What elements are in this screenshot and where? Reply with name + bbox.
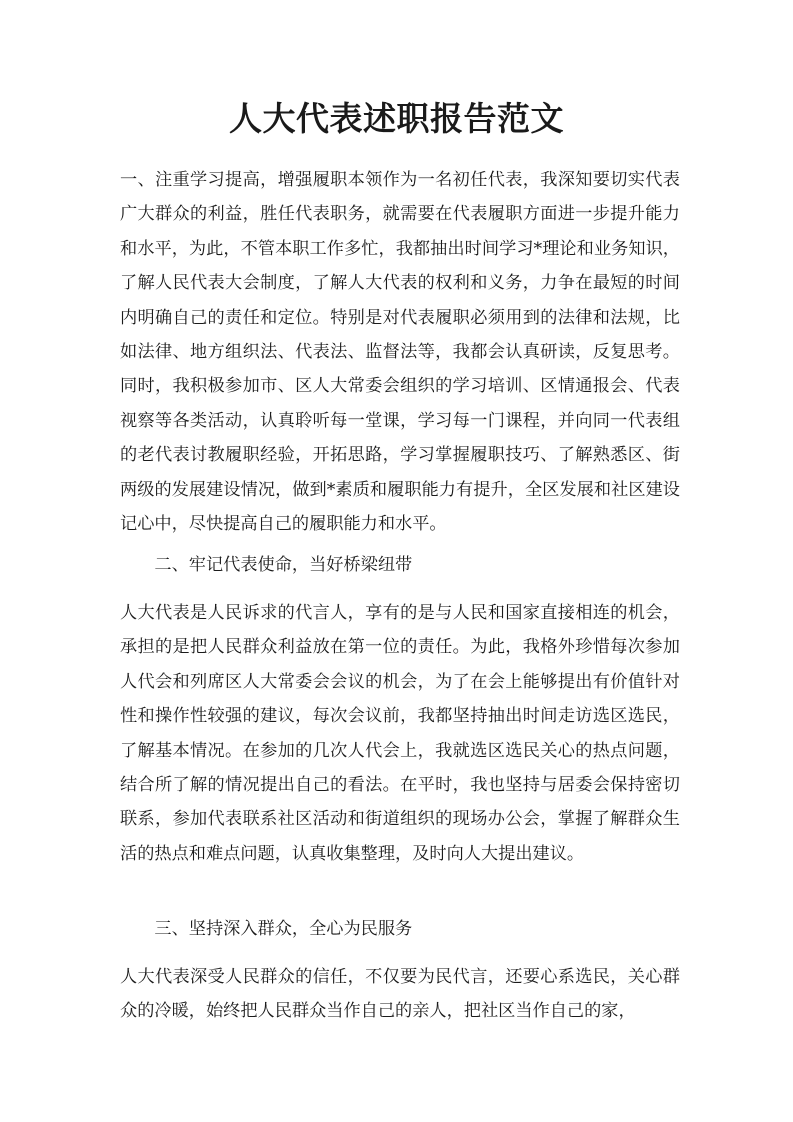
paragraph-service: 人大代表深受人民群众的信任，不仅要为民代言，还要心系选民，关心群众的冷暖，始终把人民群众当作自己的亲人，把社区当作自己的家， [120,967,680,1022]
section-heading-mission: 二、牢记代表使命，当好桥梁纽带 [154,555,413,575]
document-title: 人大代表述职报告范文 [229,99,564,138]
paragraph-mission: 人大代表是人民诉求的代言人，享有的是与人民和国家直接相连的机会，承担的是把人民群众利益放在第一位的责任。为此，我格外珍惜每次参加人代会和列席区人大常委会会议的机会，为了在会上能够提出有价值针对性和操作性较强的建议，每次会议前，我都坚持抽出时间走访选区选民，了解基本情况。在参加的几次人代会上，我就选区选民关心的热点问题，结合所了解的情况提出自己的看法。在平时，我也坚持与居委会保持密切联系，参加代表联系社区活动和街道组织的现场办公会，掌握了解群众生活的热点和难点问题，认真收集整理，及时向人大提出建议。 [120,603,680,864]
paragraph-study: 一、注重学习提高，增强履职本领作为一名初任代表，我深知要切实代表广大群众的利益，胜任代表职务，就需要在代表履职方面进一步提升能力和水平，为此，不管本职工作多忙，我都抽出时间学习*理论和业务知识，了解人民代表大会制度，了解人大代表的权利和义务，力争在最短的时间内明确自己的责任和定位。特别是对代表履职必须用到的法律和法规，比如法律、地方组织法、代表法、监督法等，我都会认真研读，反复思考。同时，我积极参加市、区人大常委会组织的学习培训、区情通报会、代表视察等各类活动，认真聆听每一堂课，学习每一门课程，并向同一代表组的老代表讨教履职经验，开拓思路，学习掌握履职技巧、了解熟悉区、街两级的发展建设情况，做到*素质和履职能力有提升，全区发展和社区建设记心中，尽快提高自己的履职能力和水平。 [120,170,680,535]
section-heading-service: 三、坚持深入群众，全心为民服务 [154,919,413,939]
